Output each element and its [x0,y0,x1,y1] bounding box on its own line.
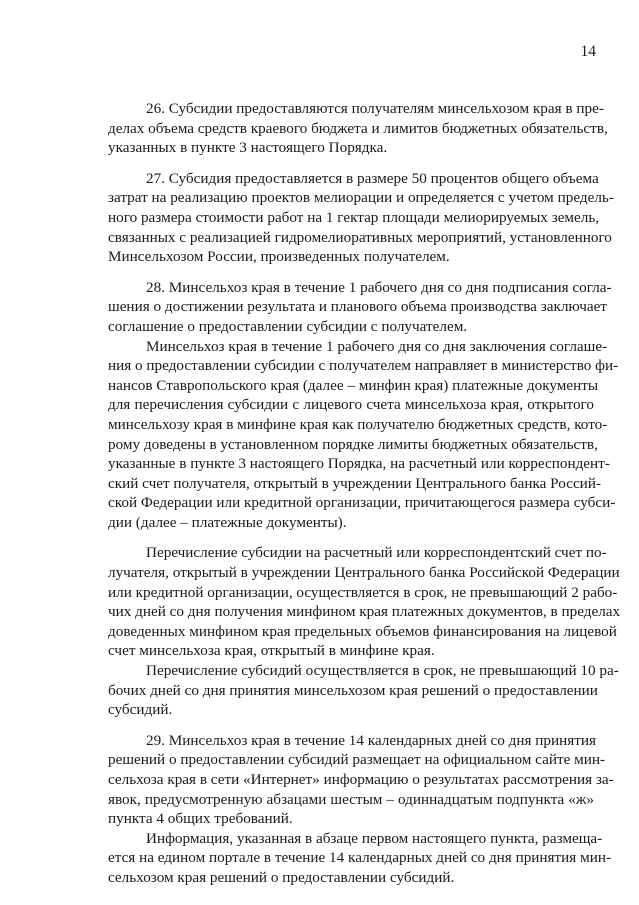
text-line: 27. Субсидия предоставляется в размере 50 процентов общего объема [146,169,599,187]
paragraph-27 [108,169,614,267]
paragraph-26 [108,99,608,158]
text-line: доведенных минфином края предельных объемов финансирования на лицевой [108,622,617,640]
text-line: затрат на реализацию проектов мелиорации и определяется с учетом предель- [108,189,614,207]
text-line: дии (далее – платежные документы). [108,513,347,531]
text-line: Перечисление субсидии на расчетный или корреспондентский счет по- [146,544,607,562]
text-line: нансов Ставропольского края (далее – минфин края) платежные документы [108,376,599,394]
text-line: лучателя, открытый в учреждении Центрального банка Российской Федерации [108,564,620,582]
text-line: 26. Субсидии предоставляются получателям минсельхозом края в пре- [146,100,604,117]
text-line: 29. Минсельхоз края в течение 14 календарных дней со дня принятия [146,731,596,749]
text-line: чих дней со дня получения минфином края платежных документов, в пределах [108,603,621,621]
text-line: Минсельхозом России, произведенных получателем. [108,248,450,266]
text-line: соглашение о предоставлении субсидии с получателем. [108,317,468,335]
text-line: связанных с реализацией гидромелиоративных мероприятий, установленного [108,228,612,246]
text-line: пункта 4 общих требований. [108,810,293,828]
text-line: ской Федерации или кредитной организации, причитающегося размера субси- [108,494,616,512]
paragraph-28 [108,278,612,337]
text-line: указанные в пункте 3 настоящего Порядка, на расчетный или корреспондент- [108,455,610,473]
page-number: 14 [580,43,596,60]
text-line: счет минсельхоза края, открытый в минфине края. [108,642,435,660]
text-line: шения о достижении результата и планового объема производства заключает [108,298,607,316]
text-line: Информация, указанная в абзаце первом настоящего пункта, размеща- [146,829,603,847]
text-line: ния о предоставлении субсидии с получателем направляет в министерство фи- [108,357,619,375]
text-line: явок, предусмотренную абзацами шестым – одиннадцатым подпункта «ж» [108,790,594,808]
text-line: указанных в пункте 3 настоящего Порядка. [108,139,388,157]
text-line: Минсельхоз края в течение 1 рабочего дня со дня заключения соглаше- [146,337,608,355]
paragraph-28-deadline [108,661,619,720]
text-line: минсельхозу края в минфине края как получателю бюджетных средств, кото- [108,415,608,433]
text-line: для перечисления субсидии с лицевого счета минсельхоза края, открытого [108,396,594,414]
text-line: делах объема средств краевого бюджета и лимитов бюджетных обязательств, [108,119,608,137]
text-line: или кредитной организации, осуществляется в срок, не превышающий 2 рабо- [108,583,618,601]
text-line: бочих дней со дня принятия минсельхозом края решений о предоставлении [108,681,598,699]
text-line: Перечисление субсидий осуществляется в срок, не превышающий 10 ра- [146,662,619,680]
text-line: рому доведены в установленном порядке лимиты бюджетных обязательств, [108,435,598,453]
paragraph-28-payment-documents [108,337,619,533]
text-line: субсидий. [108,701,173,719]
text-line: ский счет получателя, открытый в учреждении Центрального банка Россий- [108,474,601,492]
paragraph-28-transfer [108,543,621,661]
paragraph-29-publication [108,829,612,888]
text-line: 28. Минсельхоз края в течение 1 рабочего дня со дня подписания согла- [146,278,612,296]
text-line: решений о предоставлении субсидий размещает на официальном сайте мин- [108,751,606,769]
text-line: ного размера стоимости работ на 1 гектар площади мелиорируемых земель, [108,208,600,226]
text-line: сельхозом края решений о предоставлении субсидий. [108,868,455,886]
document-body [108,99,621,888]
text-line: ется на едином портале в течение 14 календарных дней со дня принятия мин- [108,849,612,867]
text-line: сельхоза края в сети «Интернет» информацию о результатах рассмотрения за- [108,771,614,788]
paragraph-29 [108,731,614,829]
